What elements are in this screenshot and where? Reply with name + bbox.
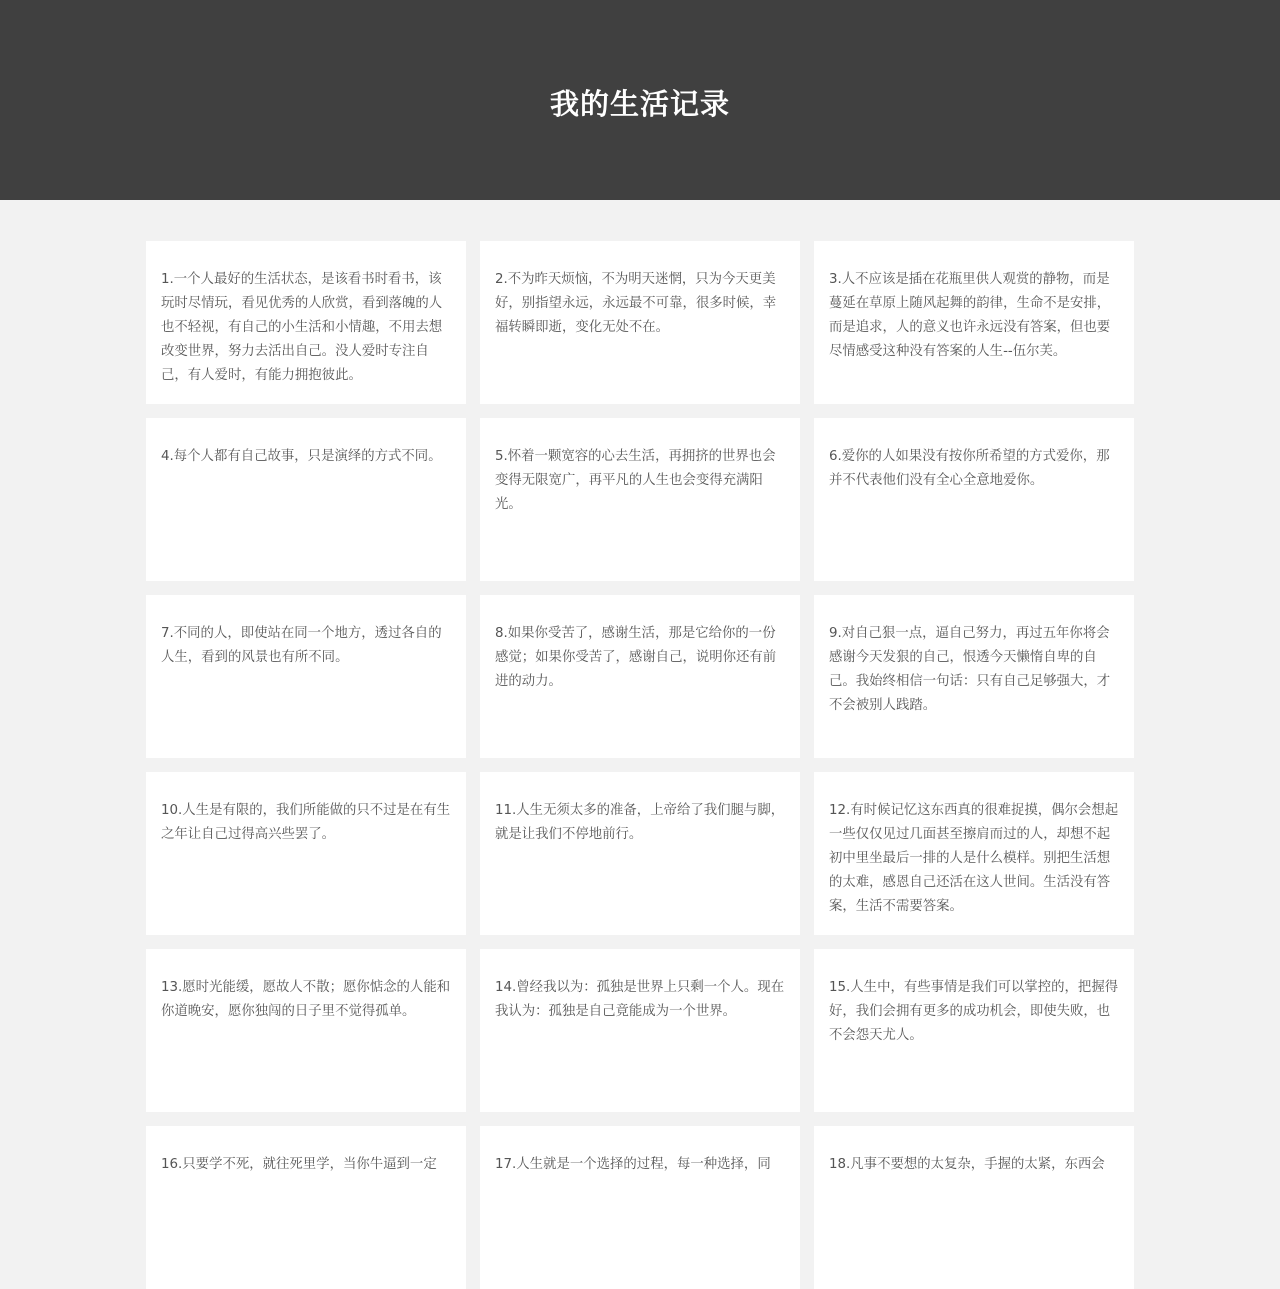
quote-card — [814, 241, 1134, 404]
quote-card — [480, 241, 800, 404]
quote-card — [480, 1126, 800, 1289]
quote-grid — [146, 241, 1134, 1289]
quote-text: 7.不同的人，即使站在同一个地方，透过各自的人生，看到的风景也有所不同。 — [161, 626, 442, 665]
quote-card — [146, 595, 466, 758]
quote-text: 17.人生就是一个选择的过程，每一种选择，同 — [495, 1157, 771, 1172]
quote-text: 2.不为昨天烦恼，不为明天迷惘，只为今天更美好，别指望永远，永远最不可靠，很多时候，幸福转瞬即逝，变化无处不在。 — [495, 272, 777, 335]
quote-card — [480, 772, 800, 935]
page-header — [0, 0, 1280, 200]
quote-text: 1.一个人最好的生活状态，是该看书时看书，该玩时尽情玩，看见优秀的人欣赏，看到落魄的人也不轻视，有自己的小生活和小情趣，不用去想改变世界，努力去活出自己。没人爱时专注自己，有人爱时，有能力拥抱彼此。 — [161, 272, 443, 383]
quote-card — [146, 1126, 466, 1289]
quote-card — [146, 949, 466, 1112]
quote-card — [814, 772, 1134, 935]
quote-text: 18.凡事不要想的太复杂，手握的太紧，东西会 — [829, 1157, 1105, 1172]
quote-text: 4.每个人都有自己故事，只是演绎的方式不同。 — [161, 449, 442, 464]
quote-text: 14.曾经我以为：孤独是世界上只剩一个人。现在我认为：孤独是自己竟能成为一个世界。 — [495, 980, 785, 1019]
quote-card — [814, 595, 1134, 758]
quote-card — [480, 418, 800, 581]
quote-text: 16.只要学不死，就往死里学，当你牛逼到一定 — [161, 1157, 437, 1172]
quote-card — [480, 949, 800, 1112]
quote-text: 9.对自己狠一点，逼自己努力，再过五年你将会感谢今天发狠的自己，恨透今天懒惰自卑的自己。我始终相信一句话：只有自己足够强大，才不会被别人践踏。 — [829, 626, 1111, 713]
quote-card — [814, 1126, 1134, 1289]
quote-text: 6.爱你的人如果没有按你所希望的方式爱你，那并不代表他们没有全心全意地爱你。 — [829, 449, 1110, 488]
quote-card — [814, 949, 1134, 1112]
quote-text: 11.人生无须太多的准备，上帝给了我们腿与脚，就是让我们不停地前行。 — [495, 803, 785, 842]
quote-text: 8.如果你受苦了，感谢生活，那是它给你的一份感觉；如果你受苦了，感谢自己，说明你还有前进的动力。 — [495, 626, 777, 689]
quote-card — [814, 418, 1134, 581]
quote-text: 12.有时候记忆这东西真的很难捉摸，偶尔会想起一些仅仅见过几面甚至擦肩而过的人，却想不起初中里坐最后一排的人是什么模样。别把生活想的太难，感恩自己还活在这人世间。生活没有答案，生活不需要答案。 — [829, 803, 1119, 914]
page-title: 我的生活记录 — [549, 86, 730, 121]
quote-text: 15.人生中，有些事情是我们可以掌控的，把握得好，我们会拥有更多的成功机会，即使失败，也不会怨天尤人。 — [829, 980, 1119, 1043]
quote-text: 13.愿时光能缓，愿故人不散；愿你惦念的人能和你道晚安，愿你独闯的日子里不觉得孤单。 — [161, 980, 451, 1019]
quote-card — [146, 241, 466, 404]
quote-text: 3.人不应该是插在花瓶里供人观赏的静物，而是蔓延在草原上随风起舞的韵律，生命不是安排，而是追求，人的意义也许永远没有答案，但也要尽情感受这种没有答案的人生--伍尔芙。 — [829, 272, 1111, 359]
quote-text: 10.人生是有限的，我们所能做的只不过是在有生之年让自己过得高兴些罢了。 — [161, 803, 451, 842]
quote-text: 5.怀着一颗宽容的心去生活，再拥挤的世界也会变得无限宽广，再平凡的人生也会变得充满阳光。 — [495, 449, 776, 512]
quote-card — [480, 595, 800, 758]
quote-card — [146, 772, 466, 935]
quote-card — [146, 418, 466, 581]
